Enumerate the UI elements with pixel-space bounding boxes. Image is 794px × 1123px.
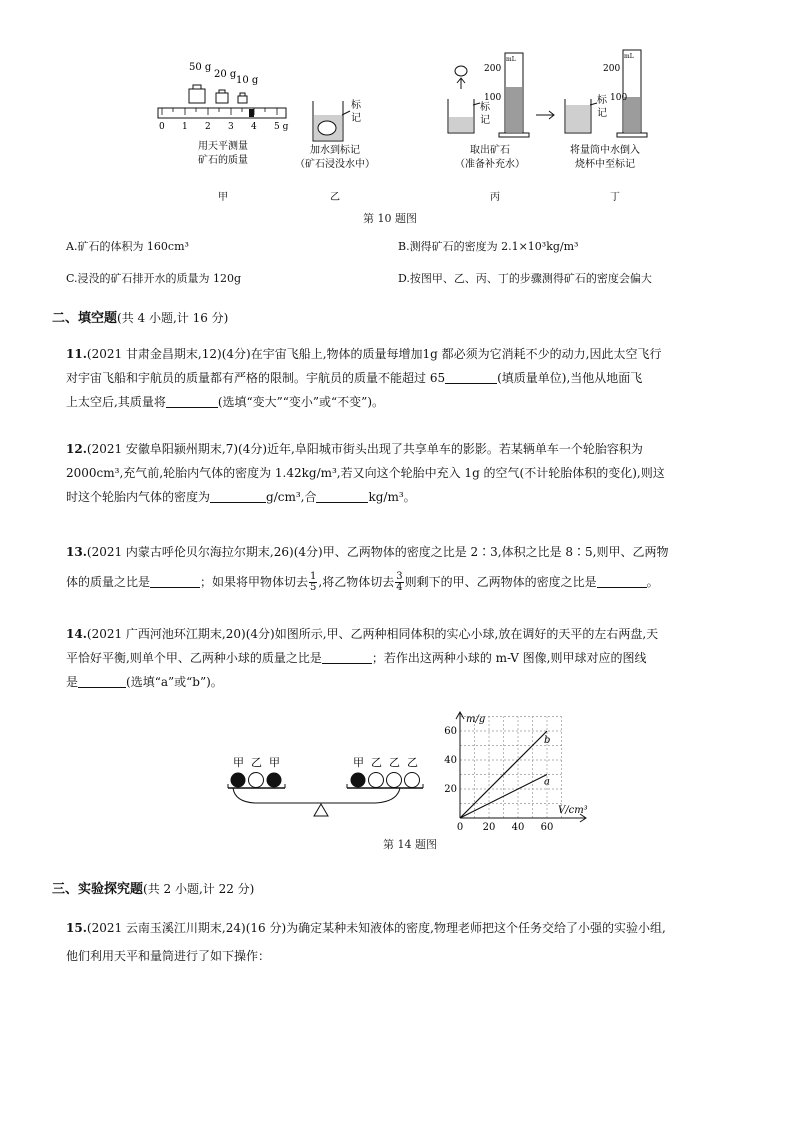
weight-label-20g: 20 g	[214, 69, 237, 80]
jia-caption-2: 矿石的质量	[198, 155, 248, 166]
scale-tick-5: 5 g	[274, 122, 289, 132]
right-label-yi-3: 乙	[407, 756, 418, 769]
question-15	[66, 914, 666, 970]
cylinder-100-bing: 100	[484, 93, 502, 103]
weight-label-50g: 50 g	[189, 62, 212, 73]
q13-line-1: (2021 内蒙古呼伦贝尔海拉尔期末,26)(4分)甲、乙两物体的密度之比是 2∶3,体积之比是 8∶5,则甲、乙两物	[86, 545, 669, 559]
right-label-yi-2: 乙	[389, 756, 400, 769]
ding-caption-2: 烧杯中至标记	[575, 159, 635, 170]
ball-yi	[387, 773, 402, 788]
ore-stone	[318, 121, 336, 135]
balance-fulcrum	[314, 804, 328, 816]
cylinder-100-ding: 100	[610, 93, 628, 103]
ball-yi	[405, 773, 420, 788]
q14-line-3b: (选填“a”或“b”)。	[126, 675, 223, 689]
scale-tick-4: 4	[251, 122, 257, 132]
figure-q14-mv-chart	[444, 708, 610, 838]
section-2-title: 二、填空题	[52, 311, 118, 326]
q14-line-2a: 平恰好平衡,则单个甲、乙两种小球的质量之比是	[66, 651, 322, 665]
x-tick-label: 0	[456, 822, 464, 833]
figure-10-caption: 第 10 题图	[363, 212, 417, 225]
fraction-one-fifth: $\frac{1}{5}$	[310, 571, 317, 593]
cylinder-200-ding: 200	[603, 64, 621, 74]
y-axis-label: m/g	[466, 714, 486, 725]
ball-jia	[351, 773, 366, 788]
figure-14-caption: 第 14 题图	[383, 838, 437, 851]
q15-number: 15.	[66, 921, 87, 935]
ball-jia	[231, 773, 246, 788]
yi-caption-1: 加水到标记	[310, 145, 360, 156]
q14-line-2b: ；若作出这两种小球的 m-V 图像,则甲球对应的图线	[371, 651, 647, 665]
q12-line-2: 2000cm³,充气前,轮胎内气体的密度为 1.42kg/m³,若又向这个轮胎中充入 1g 的空气(不计轮胎体积的变化),则这	[66, 466, 665, 480]
ore-stone-lifted	[455, 66, 467, 76]
panel-label-bing: 丙	[490, 192, 500, 203]
ball-yi	[369, 773, 384, 788]
scale-tick-3: 3	[228, 122, 234, 132]
q12-line-3a: 时这个轮胎内气体的密度为	[66, 490, 211, 504]
question-11	[66, 342, 661, 414]
panel-label-yi: 乙	[330, 192, 340, 203]
q10-option-a: A.矿石的体积为 160cm³	[66, 240, 189, 253]
q11-blank-1[interactable]	[445, 371, 497, 384]
q12-line-3b: g/cm³,合	[266, 490, 317, 504]
ding-caption-1: 将量筒中水倒入	[570, 145, 640, 156]
arrow	[536, 111, 554, 119]
panel-bing	[448, 53, 554, 203]
q12-line-3c: kg/m³。	[368, 490, 416, 504]
q13-line-2e: 。	[646, 575, 659, 589]
fraction-three-quarters: $\frac{3}{4}$	[396, 571, 403, 593]
panel-jia	[158, 62, 289, 203]
scale-tick-0: 0	[159, 122, 165, 132]
weight-label-10g: 10 g	[236, 75, 259, 86]
q11-line-1: (2021 甘肃金昌期末,12)(4分)在宇宙飞船上,物体的质量每增加1g 都必须为它消耗不少的动力,因此太空飞行	[86, 347, 662, 361]
q13-line-2c: ,将乙物体切去	[318, 575, 395, 589]
ball-yi	[249, 773, 264, 788]
panel-yi	[295, 98, 375, 203]
right-label-yi-1: 乙	[371, 756, 382, 769]
section-3-sub: (共 2 小题,计 22 分)	[143, 882, 255, 896]
right-label-jia: 甲	[353, 756, 364, 769]
mark-label-ding-1: 标	[597, 95, 607, 106]
q15-line-1: (2021 云南玉溪江川期末,24)(16 分)为确定某种未知液体的密度,物理老师把这个任务交给了小强的实验小组,	[86, 921, 666, 935]
mark-label-bing-1: 标	[480, 102, 490, 113]
cylinder-200-bing: 200	[484, 64, 502, 74]
section-3-heading	[52, 878, 254, 897]
q14-blank-1[interactable]	[322, 651, 372, 664]
q13-number: 13.	[66, 545, 87, 559]
left-label-jia-1: 甲	[233, 756, 244, 769]
q13-blank-2[interactable]	[597, 575, 647, 588]
rider	[249, 109, 254, 117]
figure-q14-balance	[225, 750, 445, 825]
scale-tick-2: 2	[205, 122, 211, 132]
bing-caption-1: 取出矿石	[470, 145, 510, 156]
q14-line-3a: 是	[66, 675, 79, 689]
balance-beam	[233, 788, 400, 803]
question-12	[66, 437, 665, 509]
section-2-heading	[52, 307, 228, 326]
q13-blank-1[interactable]	[150, 575, 200, 588]
cylinder-unit-ding: mL	[624, 53, 634, 60]
q12-line-1: (2021 安徽阜阳颍州期末,7)(4分)近年,阜阳城市街头出现了共享单车的影影。若某辆单车一个轮胎容积为	[86, 442, 643, 456]
mark-label-ding-2: 记	[597, 108, 607, 119]
weight-50g	[189, 89, 205, 103]
x-tick-label: 40	[511, 822, 525, 833]
q13-line-2d: 则剩下的甲、乙两物体的密度之比是	[404, 575, 597, 589]
section-2-sub: (共 4 小题,计 16 分)	[117, 311, 229, 325]
left-label-jia-2: 甲	[269, 756, 280, 769]
panel-ding	[565, 50, 647, 203]
y-tick-label: 40	[444, 755, 457, 766]
q11-line-2a: 对宇宙飞船和宇航员的质量都有严格的限制。宇航员的质量不能超过 65	[66, 371, 446, 385]
x-tick-label: 20	[482, 822, 496, 833]
figure-q10	[150, 45, 670, 210]
weight-20g	[216, 93, 228, 103]
series-label-b: b	[544, 735, 551, 746]
y-tick-label: 20	[444, 784, 457, 795]
x-tick-label: 60	[540, 822, 554, 833]
mark-label-bing-2: 记	[480, 115, 490, 126]
q10-option-c: C.浸没的矿石排开水的质量为 120g	[66, 272, 242, 285]
ball-jia	[267, 773, 282, 788]
q11-blank-2[interactable]	[166, 395, 218, 408]
bing-caption-2: （准备补充水）	[455, 159, 525, 170]
jia-caption-1: 用天平测量	[198, 141, 248, 152]
panel-label-ding: 丁	[610, 192, 620, 203]
series-label-a: a	[544, 776, 550, 788]
q12-blank-1[interactable]	[210, 490, 266, 503]
q14-number: 14.	[66, 627, 87, 641]
weight-10g	[238, 96, 247, 103]
q12-blank-2[interactable]	[316, 490, 368, 503]
question-13	[66, 537, 669, 597]
q11-number: 11.	[66, 347, 87, 361]
balance-scale-ruler	[158, 108, 286, 118]
q14-line-1: (2021 广西河池环江期末,20)(4分)如图所示,甲、乙两种相同体积的实心小球,放在调好的天平的左右两盘,天	[86, 627, 659, 641]
q10-option-b: B.测得矿石的密度为 2.1×10³kg/m³	[398, 240, 579, 253]
y-tick-label: 60	[444, 726, 457, 737]
question-14	[66, 622, 658, 694]
q14-blank-2[interactable]	[78, 675, 126, 688]
q15-line-2: 他们利用天平和量筒进行了如下操作：	[66, 949, 271, 963]
panel-label-jia: 甲	[218, 192, 228, 203]
q11-line-3a: 上太空后,其质量将	[66, 395, 166, 409]
q10-option-d: D.按图甲、乙、丙、丁的步骤测得矿石的密度会偏大	[398, 272, 652, 285]
left-label-yi: 乙	[251, 756, 262, 769]
q12-number: 12.	[66, 442, 87, 456]
q13-line-2b: ；如果将甲物体切去	[200, 575, 309, 589]
q11-line-3b: (选填“变大”“变小”或“不变”)。	[217, 395, 385, 409]
x-axis-label: V/cm³	[558, 805, 588, 816]
q13-line-2a: 体的质量之比是	[66, 575, 151, 589]
section-3-title: 三、实验探究题	[52, 882, 144, 897]
scale-tick-1: 1	[182, 122, 188, 132]
yi-caption-2: （矿石浸没水中）	[295, 159, 375, 170]
q11-line-2b: (填质量单位),当他从地面飞	[497, 371, 643, 385]
mark-label-yi-2: 记	[351, 113, 361, 124]
cylinder-unit-bing: mL	[506, 56, 516, 63]
mark-label-yi-1: 标	[351, 100, 361, 111]
